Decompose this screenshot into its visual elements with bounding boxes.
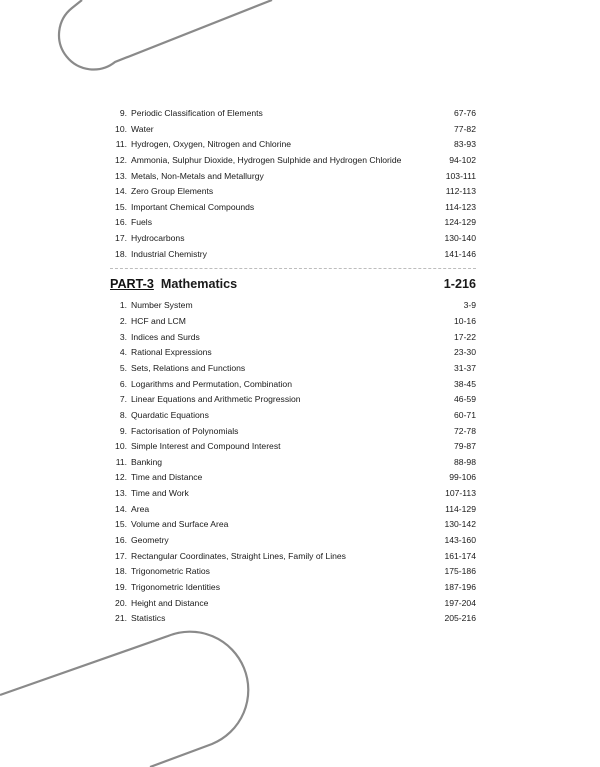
chapter-number: 11. — [115, 139, 127, 150]
toc-row — [110, 169, 476, 185]
chapter-pages: 99-106 — [449, 472, 476, 483]
bottom-pill-outline — [0, 632, 248, 767]
chapter-title: Zero Group Elements — [131, 186, 214, 197]
toc-row — [110, 345, 476, 361]
chapter-title: Trigonometric Ratios — [131, 566, 210, 577]
chapter-title: Quardatic Equations — [131, 409, 209, 420]
chapter-number: 9. — [119, 108, 127, 118]
toc-row — [110, 611, 476, 627]
chapter-pages: 38-45 — [454, 378, 476, 389]
chapter-pages: 112-113 — [445, 186, 476, 197]
chapter-title: Important Chemical Compounds — [131, 201, 255, 212]
chapter-number: 18. — [115, 248, 127, 259]
chapter-number: 15. — [115, 201, 127, 212]
toc-row — [110, 408, 476, 424]
chapter-pages: 77-82 — [454, 123, 476, 134]
chapter-title: Linear Equations and Arithmetic Progression — [131, 394, 301, 405]
chapter-title: Ammonia, Sulphur Dioxide, Hydrogen Sulphide and Hydrogen Chloride — [131, 154, 402, 165]
chapter-title: Rectangular Coordinates, Straight Lines, Family of Lines — [131, 550, 346, 561]
chapter-title: Indices and Surds — [131, 331, 200, 342]
chapter-number: 12. — [115, 472, 127, 483]
chapter-title: Metals, Non-Metals and Metallurgy — [131, 170, 264, 181]
chapter-title: Hydrocarbons — [131, 233, 185, 244]
chapter-number: 21. — [115, 613, 127, 624]
chapter-pages: 72-78 — [454, 425, 476, 436]
top-pill-outline — [59, 0, 272, 70]
chapter-title: Periodic Classification of Elements — [131, 108, 263, 118]
chapter-pages: 3-9 — [463, 300, 476, 311]
chapter-title: Time and Work — [131, 488, 189, 499]
chapter-number: 14. — [115, 186, 127, 197]
toc-row — [110, 455, 476, 471]
part2-chapter-list — [110, 106, 476, 262]
toc-row — [110, 247, 476, 263]
toc-row — [110, 361, 476, 377]
toc-row — [110, 298, 476, 314]
chapter-number: 15. — [115, 519, 127, 530]
chapter-pages: 205-216 — [444, 613, 476, 624]
chapter-number: 7. — [119, 394, 127, 405]
chapter-pages: 114-129 — [445, 503, 476, 514]
toc-row — [110, 137, 476, 153]
chapter-number: 17. — [115, 550, 127, 561]
toc-row — [110, 153, 476, 169]
chapter-pages: 31-37 — [454, 362, 476, 373]
chapter-pages: 124-129 — [444, 217, 476, 228]
toc-row — [110, 486, 476, 502]
chapter-pages: 187-196 — [444, 581, 476, 592]
part3-title: Mathematics — [160, 277, 238, 292]
chapter-title: Industrial Chemistry — [131, 248, 207, 259]
toc-row — [110, 106, 476, 122]
chapter-title: Sets, Relations and Functions — [131, 362, 246, 373]
part3-heading — [110, 273, 476, 295]
chapter-number: 18. — [115, 566, 127, 577]
chapter-title: Time and Distance — [131, 472, 203, 483]
chapter-number: 14. — [115, 503, 127, 514]
chapter-pages: 10-16 — [454, 316, 476, 327]
toc-row — [110, 596, 476, 612]
chapter-pages: 161-174 — [444, 550, 476, 561]
chapter-pages: 23-30 — [454, 347, 476, 358]
chapter-number: 13. — [115, 488, 127, 499]
chapter-pages: 17-22 — [454, 331, 476, 342]
chapter-number: 5. — [119, 362, 127, 373]
chapter-pages: 143-160 — [444, 535, 476, 546]
toc-row — [110, 470, 476, 486]
chapter-title: Number System — [131, 300, 193, 311]
chapter-pages: 94-102 — [449, 154, 476, 165]
chapter-number: 16. — [115, 535, 127, 546]
chapter-title: Trigonometric Identities — [131, 581, 220, 592]
chapter-pages: 88-98 — [454, 456, 476, 467]
chapter-pages: 114-123 — [445, 201, 476, 212]
chapter-title: Statistics — [131, 613, 166, 624]
toc-row — [110, 184, 476, 200]
chapter-pages: 83-93 — [454, 139, 476, 150]
toc-row — [110, 517, 476, 533]
toc-row — [110, 439, 476, 455]
chapter-pages: 130-142 — [444, 519, 476, 530]
toc-row — [110, 533, 476, 549]
chapter-number: 10. — [115, 123, 127, 134]
chapter-title: Area — [131, 503, 150, 514]
chapter-pages: 107-113 — [445, 488, 476, 499]
chapter-number: 19. — [115, 581, 127, 592]
chapter-title: Water — [131, 123, 154, 134]
toc-row — [110, 564, 476, 580]
chapter-number: 4. — [119, 347, 127, 358]
chapter-pages: 103-111 — [445, 170, 476, 181]
toc-row — [110, 122, 476, 138]
chapter-number: 6. — [119, 378, 127, 389]
chapter-number: 2. — [119, 316, 127, 327]
toc-row — [110, 392, 476, 408]
chapter-pages: 67-76 — [454, 108, 476, 118]
chapter-number: 13. — [115, 170, 127, 181]
chapter-number: 10. — [115, 441, 127, 452]
toc-row — [110, 580, 476, 596]
part3-page-range: 1-216 — [443, 277, 476, 292]
toc-row — [110, 502, 476, 518]
chapter-pages: 175-186 — [444, 566, 476, 577]
chapter-pages: 130-140 — [444, 233, 476, 244]
chapter-pages: 197-204 — [444, 597, 476, 608]
chapter-title: Factorisation of Polynomials — [131, 425, 239, 436]
chapter-title: Rational Expressions — [131, 347, 212, 358]
chapter-pages: 79-87 — [454, 441, 476, 452]
part3-chapter-list — [110, 298, 476, 626]
chapter-pages: 46-59 — [454, 394, 476, 405]
chapter-title: Geometry — [131, 535, 169, 546]
chapter-title: Volume and Surface Area — [131, 519, 229, 530]
table-of-contents — [110, 106, 476, 627]
toc-row — [110, 330, 476, 346]
toc-row — [110, 424, 476, 440]
toc-row — [110, 377, 476, 393]
chapter-number: 16. — [115, 217, 127, 228]
chapter-title: Logarithms and Permutation, Combination — [131, 378, 292, 389]
toc-row — [110, 314, 476, 330]
chapter-pages: 60-71 — [454, 409, 476, 420]
chapter-title: HCF and LCM — [131, 316, 186, 327]
toc-row — [110, 231, 476, 247]
section-divider — [110, 268, 476, 269]
chapter-number: 8. — [119, 409, 127, 420]
chapter-title: Simple Interest and Compound Interest — [131, 441, 281, 452]
chapter-number: 9. — [119, 425, 127, 436]
chapter-pages: 141-146 — [444, 248, 476, 259]
chapter-title: Hydrogen, Oxygen, Nitrogen and Chlorine — [131, 139, 292, 150]
chapter-number: 1. — [119, 300, 127, 311]
chapter-number: 3. — [119, 331, 127, 342]
chapter-title: Height and Distance — [131, 597, 209, 608]
chapter-title: Banking — [131, 456, 163, 467]
chapter-number: 20. — [115, 597, 127, 608]
part3-label: PART-3 — [110, 277, 154, 292]
toc-row — [110, 549, 476, 565]
chapter-number: 12. — [115, 154, 127, 165]
toc-row — [110, 215, 476, 231]
toc-row — [110, 200, 476, 216]
chapter-title: Fuels — [131, 217, 153, 228]
chapter-number: 17. — [115, 233, 127, 244]
chapter-number: 11. — [115, 456, 127, 467]
